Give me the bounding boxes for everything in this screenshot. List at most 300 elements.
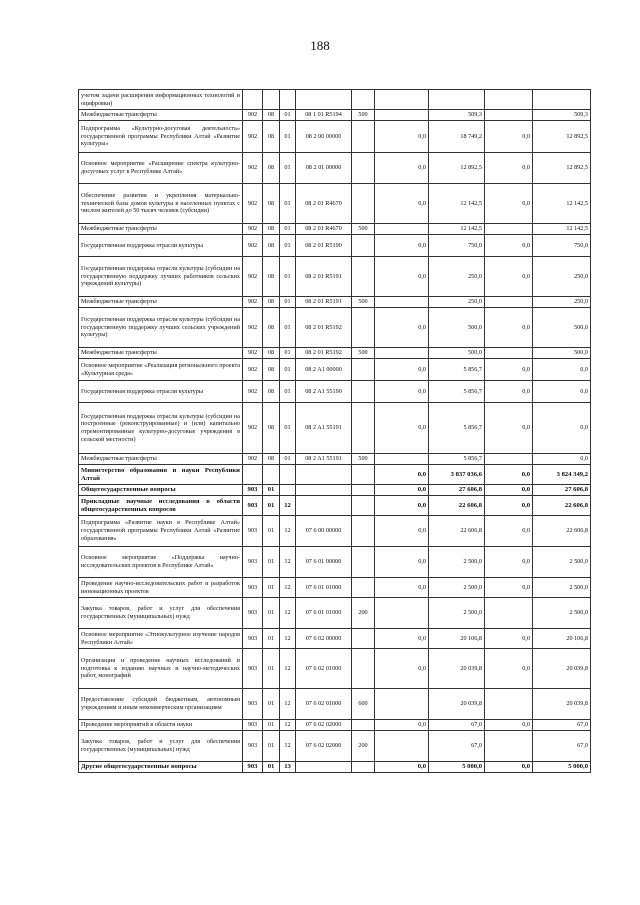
subsection-code-cell: 01 xyxy=(280,348,296,359)
section-code-cell: 08 xyxy=(263,257,280,297)
amount-cell-1: 0,0 xyxy=(375,257,429,297)
table-row xyxy=(79,496,591,516)
amount-cell-2: 20 106,8 xyxy=(429,629,485,649)
ved-code-cell: 903 xyxy=(243,516,263,547)
table-row xyxy=(79,547,591,578)
expense-type-cell xyxy=(352,465,375,485)
amount-cell-3 xyxy=(485,297,533,308)
target-article-cell: 08 2 00 00000 xyxy=(296,121,352,153)
ved-code-cell: 902 xyxy=(243,224,263,235)
amount-cell-2: 20 039,8 xyxy=(429,689,485,720)
amount-cell-2 xyxy=(429,90,485,110)
table-row xyxy=(79,184,591,224)
amount-cell-4: 500,0 xyxy=(533,308,591,348)
subsection-code-cell: 12 xyxy=(280,649,296,689)
page-number: 188 xyxy=(310,38,330,53)
subsection-code-cell: 01 xyxy=(280,454,296,465)
budget-table xyxy=(78,89,591,773)
amount-cell-1: 0,0 xyxy=(375,762,429,773)
target-article-cell: 07 6 02 02000 xyxy=(296,720,352,731)
amount-cell-2: 5 856,7 xyxy=(429,403,485,454)
ved-code-cell: 902 xyxy=(243,308,263,348)
subsection-code-cell: 01 xyxy=(280,297,296,308)
row-name-cell: Закупка товаров, работ и услуг для обеспечения государственных (муниципальных) нужд xyxy=(79,598,243,629)
amount-cell-3: 0,0 xyxy=(485,403,533,454)
row-name-cell: Основное мероприятие «Этнокультурное изучение народов Республики Алтай» xyxy=(79,629,243,649)
target-article-cell: 07 6 02 02000 xyxy=(296,731,352,762)
amount-cell-2: 750,0 xyxy=(429,235,485,257)
target-article-cell: 07 6 02 01000 xyxy=(296,649,352,689)
amount-cell-1: 0,0 xyxy=(375,403,429,454)
ved-code-cell: 902 xyxy=(243,381,263,403)
amount-cell-2: 22 606,8 xyxy=(429,516,485,547)
amount-cell-4: 20 039,8 xyxy=(533,649,591,689)
amount-cell-4: 22 606,8 xyxy=(533,516,591,547)
row-name-cell: Межбюджетные трансферты xyxy=(79,224,243,235)
target-article-cell: 08 2 01 R5192 xyxy=(296,308,352,348)
amount-cell-2: 509,3 xyxy=(429,110,485,121)
target-article-cell: 07 6 02 01000 xyxy=(296,689,352,720)
target-article-cell: 07 6 02 00000 xyxy=(296,629,352,649)
section-code-cell: 08 xyxy=(263,359,280,381)
subsection-code-cell: 13 xyxy=(280,762,296,773)
row-name-cell: Основное мероприятие «Поддержка научно-исследовательских проектов в Республике Алтай» xyxy=(79,547,243,578)
target-article-cell: 08 2 A1 00000 xyxy=(296,359,352,381)
row-name-cell: Подпрограмма «Культурно-досуговая деятельность» государственной программы Республики Алтай «Развитие культуры» xyxy=(79,121,243,153)
amount-cell-2: 20 039,8 xyxy=(429,649,485,689)
amount-cell-1 xyxy=(375,297,429,308)
ved-code-cell: 902 xyxy=(243,110,263,121)
row-name-cell: Прикладные научные исследования в области общегосударственных вопросов xyxy=(79,496,243,516)
amount-cell-1: 0,0 xyxy=(375,547,429,578)
ved-code-cell: 902 xyxy=(243,184,263,224)
row-name-cell: Государственная поддержка отрасли культуры (субсидии на построенные (реконструированные) и (или) капитально отремонтированные культурно-досуговые учреждения в сельской местности) xyxy=(79,403,243,454)
ved-code-cell: 903 xyxy=(243,720,263,731)
row-name-cell: Государственная поддержка отрасли культуры xyxy=(79,381,243,403)
amount-cell-1 xyxy=(375,224,429,235)
amount-cell-3: 0,0 xyxy=(485,308,533,348)
expense-type-cell xyxy=(352,121,375,153)
row-name-cell: учетом задачи расширения информационных технологий и оцифровки) xyxy=(79,90,243,110)
amount-cell-4: 2 500,0 xyxy=(533,598,591,629)
section-code-cell xyxy=(263,90,280,110)
subsection-code-cell: 01 xyxy=(280,184,296,224)
amount-cell-4: 500,0 xyxy=(533,348,591,359)
subsection-code-cell: 12 xyxy=(280,629,296,649)
table-row xyxy=(79,629,591,649)
row-name-cell: Предоставление субсидий бюджетным, автономным учреждениям и иным некоммерческим организациям xyxy=(79,689,243,720)
subsection-code-cell: 12 xyxy=(280,689,296,720)
expense-type-cell: 200 xyxy=(352,731,375,762)
expense-type-cell xyxy=(352,516,375,547)
section-code-cell: 08 xyxy=(263,110,280,121)
amount-cell-1: 0,0 xyxy=(375,516,429,547)
section-code-cell: 08 xyxy=(263,308,280,348)
target-article-cell: 08 2 A1 55191 xyxy=(296,454,352,465)
amount-cell-4: 67,0 xyxy=(533,731,591,762)
amount-cell-1: 0,0 xyxy=(375,465,429,485)
expense-type-cell xyxy=(352,153,375,184)
amount-cell-2: 12 142,5 xyxy=(429,224,485,235)
ved-code-cell: 903 xyxy=(243,629,263,649)
row-name-cell: Проведение мероприятий в области науки xyxy=(79,720,243,731)
amount-cell-2: 12 142,5 xyxy=(429,184,485,224)
row-name-cell: Основное мероприятие «Расширение спектра культурно-досуговых услуг в Республике Алтай» xyxy=(79,153,243,184)
table-row xyxy=(79,598,591,629)
table-row xyxy=(79,403,591,454)
section-code-cell: 01 xyxy=(263,516,280,547)
section-code-cell: 08 xyxy=(263,121,280,153)
table-row xyxy=(79,731,591,762)
amount-cell-4: 5 000,0 xyxy=(533,762,591,773)
expense-type-cell xyxy=(352,629,375,649)
subsection-code-cell: 01 xyxy=(280,381,296,403)
section-code-cell: 01 xyxy=(263,598,280,629)
ved-code-cell: 902 xyxy=(243,348,263,359)
ved-code-cell: 903 xyxy=(243,649,263,689)
amount-cell-1: 0,0 xyxy=(375,485,429,496)
amount-cell-3: 0,0 xyxy=(485,381,533,403)
expense-type-cell xyxy=(352,649,375,689)
amount-cell-4: 250,0 xyxy=(533,257,591,297)
amount-cell-1: 0,0 xyxy=(375,629,429,649)
expense-type-cell xyxy=(352,90,375,110)
row-name-cell: Межбюджетные трансферты xyxy=(79,297,243,308)
ved-code-cell: 902 xyxy=(243,153,263,184)
amount-cell-3 xyxy=(485,110,533,121)
amount-cell-2: 22 606,8 xyxy=(429,496,485,516)
amount-cell-4: 250,0 xyxy=(533,297,591,308)
table-row xyxy=(79,689,591,720)
amount-cell-3 xyxy=(485,731,533,762)
row-name-cell: Обеспечение развития и укрепления материально-технической базы домов культуры в населенных пунктах с числом жителей до 50 тысяч человек (субсидии) xyxy=(79,184,243,224)
amount-cell-4: 22 606,8 xyxy=(533,496,591,516)
amount-cell-1 xyxy=(375,348,429,359)
ved-code-cell: 903 xyxy=(243,731,263,762)
amount-cell-1 xyxy=(375,90,429,110)
row-name-cell: Межбюджетные трансферты xyxy=(79,454,243,465)
table-row xyxy=(79,153,591,184)
subsection-code-cell: 01 xyxy=(280,224,296,235)
section-code-cell: 08 xyxy=(263,224,280,235)
section-code-cell: 08 xyxy=(263,403,280,454)
table-row xyxy=(79,110,591,121)
amount-cell-4: 67,0 xyxy=(533,720,591,731)
ved-code-cell: 903 xyxy=(243,689,263,720)
row-name-cell: Межбюджетные трансферты xyxy=(79,110,243,121)
target-article-cell: 08 1 01 R5194 xyxy=(296,110,352,121)
amount-cell-3: 0,0 xyxy=(485,629,533,649)
amount-cell-3: 0,0 xyxy=(485,649,533,689)
ved-code-cell xyxy=(243,90,263,110)
target-article-cell: 08 2 01 R5190 xyxy=(296,235,352,257)
amount-cell-4: 27 606,8 xyxy=(533,485,591,496)
subsection-code-cell: 12 xyxy=(280,578,296,598)
expense-type-cell: 500 xyxy=(352,110,375,121)
expense-type-cell xyxy=(352,547,375,578)
subsection-code-cell: 01 xyxy=(280,403,296,454)
amount-cell-4: 12 892,5 xyxy=(533,153,591,184)
amount-cell-2: 250,0 xyxy=(429,297,485,308)
target-article-cell xyxy=(296,762,352,773)
expense-type-cell xyxy=(352,403,375,454)
target-article-cell xyxy=(296,90,352,110)
amount-cell-1: 0,0 xyxy=(375,121,429,153)
amount-cell-2: 2 500,0 xyxy=(429,598,485,629)
expense-type-cell xyxy=(352,720,375,731)
subsection-code-cell xyxy=(280,90,296,110)
table-row xyxy=(79,485,591,496)
ved-code-cell: 902 xyxy=(243,297,263,308)
target-article-cell xyxy=(296,496,352,516)
row-name-cell: Подпрограмма «Развитие науки в Республике Алтай» государственной программы Республики Алтай «Развитие образования» xyxy=(79,516,243,547)
target-article-cell: 07 6 00 00000 xyxy=(296,516,352,547)
ved-code-cell: 902 xyxy=(243,454,263,465)
expense-type-cell xyxy=(352,308,375,348)
expense-type-cell: 600 xyxy=(352,689,375,720)
amount-cell-2: 5 000,0 xyxy=(429,762,485,773)
amount-cell-3: 0,0 xyxy=(485,359,533,381)
subsection-code-cell: 01 xyxy=(280,235,296,257)
amount-cell-3: 0,0 xyxy=(485,762,533,773)
amount-cell-4: 0,0 xyxy=(533,359,591,381)
amount-cell-3: 0,0 xyxy=(485,184,533,224)
amount-cell-1: 0,0 xyxy=(375,235,429,257)
expense-type-cell xyxy=(352,235,375,257)
amount-cell-3: 0,0 xyxy=(485,720,533,731)
subsection-code-cell xyxy=(280,485,296,496)
ved-code-cell: 903 xyxy=(243,496,263,516)
row-name-cell: Проведение научно-исследовательских работ и разработок инновационных проектов xyxy=(79,578,243,598)
amount-cell-2: 250,0 xyxy=(429,257,485,297)
section-code-cell: 08 xyxy=(263,153,280,184)
amount-cell-2: 2 500,0 xyxy=(429,547,485,578)
table-row xyxy=(79,359,591,381)
amount-cell-4: 12 892,5 xyxy=(533,121,591,153)
section-code-cell: 01 xyxy=(263,731,280,762)
row-name-cell: Организация и проведение научных исследований и подготовка к изданию научных и научно-методических работ, монографий xyxy=(79,649,243,689)
amount-cell-2: 27 606,8 xyxy=(429,485,485,496)
amount-cell-1 xyxy=(375,731,429,762)
target-article-cell xyxy=(296,485,352,496)
amount-cell-2: 5 856,7 xyxy=(429,381,485,403)
table-row xyxy=(79,257,591,297)
target-article-cell: 08 2 A1 55191 xyxy=(296,403,352,454)
amount-cell-4: 12 142,5 xyxy=(533,224,591,235)
amount-cell-2: 2 500,0 xyxy=(429,578,485,598)
amount-cell-4: 509,3 xyxy=(533,110,591,121)
table-row xyxy=(79,224,591,235)
ved-code-cell: 902 xyxy=(243,121,263,153)
section-code-cell: 01 xyxy=(263,649,280,689)
amount-cell-1: 0,0 xyxy=(375,184,429,224)
row-name-cell: Другие общегосударственные вопросы xyxy=(79,762,243,773)
subsection-code-cell: 12 xyxy=(280,516,296,547)
expense-type-cell: 200 xyxy=(352,598,375,629)
amount-cell-2: 500,0 xyxy=(429,308,485,348)
expense-type-cell xyxy=(352,184,375,224)
table-row xyxy=(79,465,591,485)
ved-code-cell: 902 xyxy=(243,257,263,297)
section-code-cell: 01 xyxy=(263,720,280,731)
expense-type-cell: 500 xyxy=(352,348,375,359)
amount-cell-4: 2 500,0 xyxy=(533,578,591,598)
target-article-cell: 08 2 01 00000 xyxy=(296,153,352,184)
amount-cell-4: 0,0 xyxy=(533,403,591,454)
subsection-code-cell: 01 xyxy=(280,110,296,121)
subsection-code-cell: 01 xyxy=(280,359,296,381)
subsection-code-cell: 12 xyxy=(280,720,296,731)
expense-type-cell: 500 xyxy=(352,297,375,308)
expense-type-cell xyxy=(352,381,375,403)
amount-cell-1 xyxy=(375,598,429,629)
target-article-cell: 08 2 01 R4670 xyxy=(296,224,352,235)
section-code-cell: 01 xyxy=(263,496,280,516)
section-code-cell: 01 xyxy=(263,547,280,578)
target-article-cell: 07 6 01 00000 xyxy=(296,547,352,578)
amount-cell-1: 0,0 xyxy=(375,720,429,731)
subsection-code-cell: 01 xyxy=(280,308,296,348)
amount-cell-1: 0,0 xyxy=(375,496,429,516)
row-name-cell: Государственная поддержка отрасли культуры (субсидии на государственную поддержку лучших работников сельских учреждений культуры) xyxy=(79,257,243,297)
section-code-cell: 08 xyxy=(263,297,280,308)
subsection-code-cell: 12 xyxy=(280,598,296,629)
amount-cell-3 xyxy=(485,454,533,465)
expense-type-cell xyxy=(352,762,375,773)
amount-cell-1: 0,0 xyxy=(375,649,429,689)
amount-cell-4: 0,0 xyxy=(533,381,591,403)
ved-code-cell: 903 xyxy=(243,762,263,773)
ved-code-cell: 902 xyxy=(243,359,263,381)
budget-table-body xyxy=(79,90,591,773)
amount-cell-3: 0,0 xyxy=(485,235,533,257)
section-code-cell: 08 xyxy=(263,184,280,224)
amount-cell-2: 5 856,7 xyxy=(429,454,485,465)
amount-cell-3 xyxy=(485,348,533,359)
amount-cell-1: 0,0 xyxy=(375,381,429,403)
amount-cell-4: 20 039,8 xyxy=(533,689,591,720)
target-article-cell: 08 2 01 R5191 xyxy=(296,257,352,297)
target-article-cell: 07 6 01 01000 xyxy=(296,598,352,629)
target-article-cell: 07 6 01 01000 xyxy=(296,578,352,598)
ved-code-cell: 902 xyxy=(243,403,263,454)
section-code-cell: 08 xyxy=(263,454,280,465)
ved-code-cell: 903 xyxy=(243,578,263,598)
target-article-cell xyxy=(296,465,352,485)
table-row xyxy=(79,348,591,359)
amount-cell-3 xyxy=(485,689,533,720)
amount-cell-4: 0,0 xyxy=(533,454,591,465)
amount-cell-3: 0,0 xyxy=(485,485,533,496)
table-row xyxy=(79,297,591,308)
row-name-cell: Министерство образования и науки Республики Алтай xyxy=(79,465,243,485)
amount-cell-4: 750,0 xyxy=(533,235,591,257)
ved-code-cell: 903 xyxy=(243,598,263,629)
section-code-cell: 01 xyxy=(263,762,280,773)
table-row xyxy=(79,381,591,403)
ved-code-cell: 902 xyxy=(243,235,263,257)
section-code-cell: 08 xyxy=(263,381,280,403)
amount-cell-3: 0,0 xyxy=(485,121,533,153)
table-row xyxy=(79,121,591,153)
subsection-code-cell xyxy=(280,465,296,485)
expense-type-cell xyxy=(352,578,375,598)
amount-cell-3 xyxy=(485,90,533,110)
amount-cell-1 xyxy=(375,110,429,121)
amount-cell-1 xyxy=(375,454,429,465)
amount-cell-3: 0,0 xyxy=(485,516,533,547)
table-row xyxy=(79,235,591,257)
amount-cell-1: 0,0 xyxy=(375,578,429,598)
subsection-code-cell: 12 xyxy=(280,731,296,762)
target-article-cell: 08 2 01 R4670 xyxy=(296,184,352,224)
amount-cell-2: 67,0 xyxy=(429,720,485,731)
section-code-cell: 01 xyxy=(263,485,280,496)
section-code-cell xyxy=(263,465,280,485)
amount-cell-3: 0,0 xyxy=(485,547,533,578)
amount-cell-4: 12 142,5 xyxy=(533,184,591,224)
table-row xyxy=(79,578,591,598)
row-name-cell: Государственная поддержка отрасли культуры (субсидии на государственную поддержку лучших сельских учреждений культуры) xyxy=(79,308,243,348)
ved-code-cell: 903 xyxy=(243,485,263,496)
ved-code-cell: 903 xyxy=(243,547,263,578)
amount-cell-4: 2 500,0 xyxy=(533,547,591,578)
section-code-cell: 01 xyxy=(263,629,280,649)
table-row xyxy=(79,90,591,110)
row-name-cell: Закупка товаров, работ и услуг для обеспечения государственных (муниципальных) нужд xyxy=(79,731,243,762)
table-row xyxy=(79,516,591,547)
table-row xyxy=(79,720,591,731)
amount-cell-1: 0,0 xyxy=(375,308,429,348)
amount-cell-3: 0,0 xyxy=(485,465,533,485)
table-row xyxy=(79,454,591,465)
section-code-cell: 01 xyxy=(263,578,280,598)
amount-cell-2: 5 856,7 xyxy=(429,359,485,381)
expense-type-cell: 500 xyxy=(352,454,375,465)
subsection-code-cell: 01 xyxy=(280,257,296,297)
expense-type-cell xyxy=(352,257,375,297)
subsection-code-cell: 01 xyxy=(280,121,296,153)
amount-cell-1: 0,0 xyxy=(375,153,429,184)
amount-cell-3 xyxy=(485,224,533,235)
amount-cell-4 xyxy=(533,90,591,110)
amount-cell-3 xyxy=(485,598,533,629)
subsection-code-cell: 12 xyxy=(280,547,296,578)
subsection-code-cell: 12 xyxy=(280,496,296,516)
row-name-cell: Межбюджетные трансферты xyxy=(79,348,243,359)
amount-cell-2: 67,0 xyxy=(429,731,485,762)
target-article-cell: 08 2 A1 55190 xyxy=(296,381,352,403)
table-row xyxy=(79,308,591,348)
section-code-cell: 08 xyxy=(263,348,280,359)
table-row xyxy=(79,649,591,689)
row-name-cell: Основное мероприятие «Реализация регионального проекта «Культурная среда» xyxy=(79,359,243,381)
amount-cell-2: 500,0 xyxy=(429,348,485,359)
amount-cell-2: 12 892,5 xyxy=(429,153,485,184)
section-code-cell: 08 xyxy=(263,235,280,257)
amount-cell-3: 0,0 xyxy=(485,578,533,598)
amount-cell-2: 18 749,2 xyxy=(429,121,485,153)
subsection-code-cell: 01 xyxy=(280,153,296,184)
row-name-cell: Общегосударственные вопросы xyxy=(79,485,243,496)
amount-cell-1 xyxy=(375,689,429,720)
amount-cell-3: 0,0 xyxy=(485,496,533,516)
amount-cell-3: 0,0 xyxy=(485,153,533,184)
row-name-cell: Государственная поддержка отрасли культуры xyxy=(79,235,243,257)
expense-type-cell xyxy=(352,359,375,381)
expense-type-cell: 500 xyxy=(352,224,375,235)
amount-cell-3: 0,0 xyxy=(485,257,533,297)
